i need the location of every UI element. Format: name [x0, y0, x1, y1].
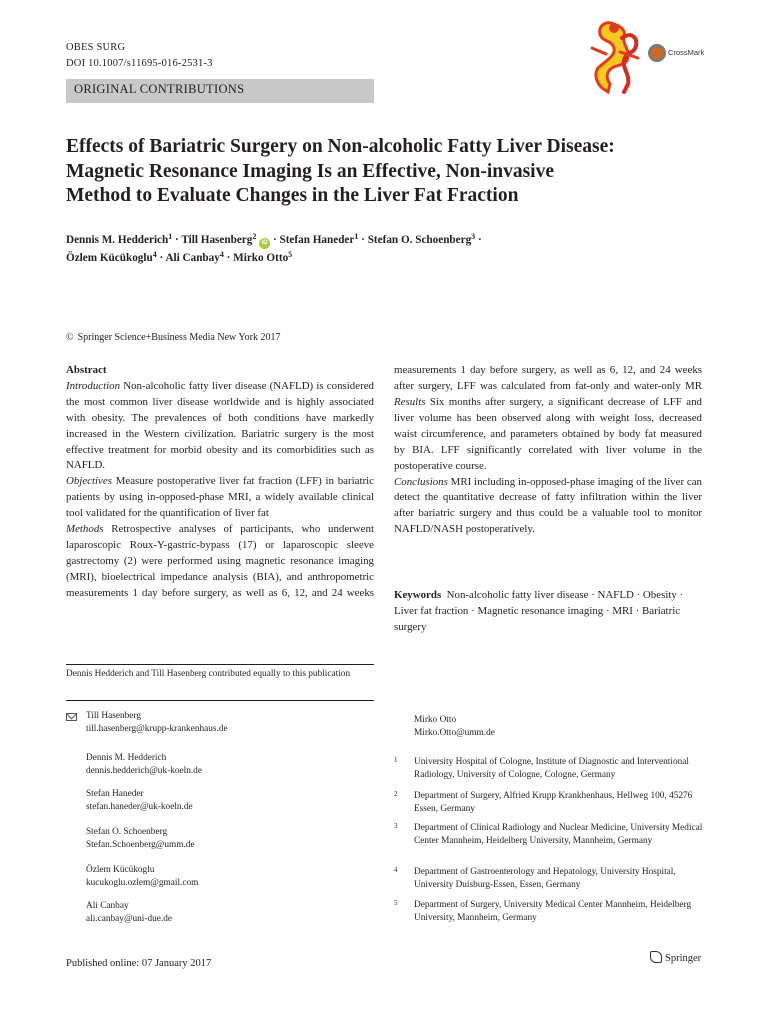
envelope-icon — [66, 713, 77, 721]
published-date: Published online: 07 January 2017 — [66, 958, 212, 969]
contact-email[interactable]: Stefan.Schoenberg@umm.de — [86, 839, 195, 850]
methods-text: measurements 1 day before surgery, as well as 6, 12, and 24 weeks after surgery, LFF was calculated from fat-only and water-only MR — [394, 363, 702, 392]
crossmark-icon — [648, 44, 666, 62]
section-label: ORIGINAL CONTRIBUTIONS — [66, 79, 374, 103]
springer-horse-icon — [650, 951, 662, 963]
author-name: Stefan O. Schoenberg — [367, 234, 472, 246]
introduction-text: Non-alcoholic fatty liver disease (NAFLD) is considered the most common liver disease worldwide and is highly associated with obesity. The prevalences of both conditions have markedly increased in the Western civilization. Bariatric surgery is the most effective treatment for morbid obesity and its comorbidities such as NAFLD. — [66, 379, 374, 472]
objectives-text: Measure postoperative liver fat fraction (LFF) in bariatric patients by using in-opposed-phase MRI, a widely available clinical tool validated for the quantification of liver fat — [66, 475, 374, 520]
affiliation-text: Department of Clinical Radiology and Nuclear Medicine, University Medical Center Mannheim, Heidelberg University, Mannheim, Germany — [414, 823, 703, 846]
title-line: Magnetic Resonance Imaging Is an Effective, Non-invasive — [66, 160, 555, 182]
orcid-icon[interactable]: iD — [259, 238, 270, 249]
contact-name: Mirko Otto — [414, 715, 457, 725]
author-affiliation-ref: 5 — [288, 250, 293, 259]
contact-email[interactable]: kucukoglu.ozlem@gmail.com — [86, 877, 199, 888]
affiliation-number: 5 — [394, 899, 398, 907]
contact-name: Özlem Kücükoglu — [86, 865, 155, 875]
methods-label: Methods — [66, 523, 104, 536]
equal-contribution-footnote: Dennis Hedderich and Till Hasenberg contributed equally to this publication — [66, 669, 351, 679]
doi-link[interactable]: DOI 10.1007/s11695-016-2531-3 — [66, 58, 213, 69]
publisher-name: Springer — [665, 953, 702, 964]
contact-email[interactable]: ali.canbay@uni-due.de — [86, 913, 173, 924]
copyright-notice — [66, 332, 280, 343]
contact-email[interactable]: till.hasenberg@krupp-krankenhaus.de — [86, 723, 228, 734]
contact-email[interactable]: dennis.hedderich@uk-koeln.de — [86, 765, 202, 776]
journal-name: OBES SURG — [66, 42, 126, 53]
author-affiliation-ref: 2 — [252, 232, 257, 241]
journal-logo-icon — [584, 18, 644, 96]
footnote-divider — [66, 664, 374, 665]
affiliation-number: 4 — [394, 866, 398, 874]
keywords — [394, 587, 702, 635]
author-name: Özlem Kücükoglu — [66, 252, 153, 264]
abstract-introduction — [66, 379, 374, 474]
author-name: Till Hasenberg — [181, 234, 253, 246]
author-affiliation-ref: 4 — [152, 250, 157, 259]
publisher-logo — [650, 951, 701, 964]
affiliation-text: University Hospital of Cologne, Institute of Diagnostic and Interventional Radiology, University of Cologne, Cologne, Germany — [414, 757, 689, 780]
author-name: Dennis M. Hedderich — [66, 234, 169, 246]
methods-continuation — [394, 363, 702, 395]
contact-entry — [86, 826, 366, 851]
contact-entry — [86, 710, 366, 735]
results-text: Six months after surgery, a significant decrease of LFF and liver volume has been observed along with weight loss, decreased waist circumference, and parameters obtained by body fat measured by BIA. LFF significantly correlated with liver volume in the postoperative course. — [394, 396, 702, 472]
crossmark-label: CrossMark — [668, 48, 705, 57]
affiliation-text: Department of Gastroenterology and Hepatology, University Hospital, University Duisburg-Essen, Essen, Germany — [414, 867, 676, 890]
copyright-icon: © — [66, 332, 74, 343]
author-name: Ali Canbay — [165, 252, 220, 264]
contact-email[interactable]: Mirko.Otto@umm.de — [414, 727, 495, 738]
copyright-text: Springer Science+Business Media New York 2017 — [77, 332, 281, 343]
affiliation-text: Department of Surgery, Alfried Krupp Krankhenhaus, Hellweg 100, 45276 Essen, Germany — [414, 791, 693, 814]
journal-header — [66, 40, 213, 72]
affiliation-number: 2 — [394, 790, 398, 798]
conclusions-text: MRI including in-opposed-phase imaging of the liver can detect the quantitative decrease of fatty infiltration within the liver after bariatric surgery and thus could be a valuable tool to monitor NAFLD/NASH postoperatively. — [394, 475, 702, 536]
contact-email[interactable]: stefan.haneder@uk-koeln.de — [86, 801, 193, 812]
abstract-heading: Abstract — [66, 364, 107, 376]
contact-name: Till Hasenberg — [86, 711, 142, 721]
contact-entry — [86, 752, 366, 777]
contact-name: Stefan O. Schoenberg — [86, 827, 168, 837]
footnote-divider — [66, 700, 374, 701]
contact-entry — [86, 900, 366, 925]
contact-entry — [86, 788, 366, 813]
keywords-label: Keywords — [394, 589, 442, 601]
contact-name: Ali Canbay — [86, 901, 129, 911]
contact-entry — [86, 864, 366, 889]
author-name: Mirko Otto — [233, 252, 289, 264]
author-list: Dennis M. Hedderich$^1$ · Till Hasenberg$^2$ iD · Stefan Haneder$^1$ · Stefan O. Schoenberg$^3$ · Özlem Kücükoglu$^4$ · Ali Canbay$^4$ · Mirko Otto$^5$ — [66, 232, 482, 264]
author-name: Stefan Haneder — [279, 234, 355, 246]
article-title — [66, 135, 706, 209]
author-affiliation-ref: 4 — [219, 250, 224, 259]
author-affiliation-ref: 3 — [471, 232, 476, 241]
results-label: Results — [394, 396, 426, 408]
affiliation-number: 1 — [394, 756, 398, 764]
contact-entry — [414, 714, 495, 739]
title-line: Method to Evaluate Changes in the Liver Fat Fraction — [66, 185, 519, 206]
conclusions-label: Conclusions — [394, 475, 448, 488]
abstract-right-column — [394, 363, 702, 538]
abstract-objectives — [66, 474, 374, 522]
affiliation-number: 3 — [394, 822, 398, 830]
objectives-label: Objectives — [66, 475, 112, 488]
abstract-methods — [66, 522, 374, 602]
abstract-results — [394, 395, 702, 475]
affiliation-text: Department of Surgery, University Medical Center Mannheim, Heidelberg University, Mannheim, Germany — [414, 900, 692, 923]
author-affiliation-ref: 1 — [168, 232, 173, 241]
contact-name: Dennis M. Hedderich — [86, 753, 167, 763]
author-affiliation-ref: 1 — [354, 232, 359, 241]
keywords-text: Non-alcoholic fatty liver disease · NAFLD · Obesity · Liver fat fraction · Magnetic resonance imaging · MRI · Bariatric surgery — [394, 589, 684, 633]
contact-name: Stefan Haneder — [86, 789, 144, 799]
introduction-label: Introduction — [66, 379, 121, 392]
crossmark-badge[interactable] — [648, 42, 708, 64]
abstract-left-column — [66, 363, 374, 602]
methods-text: Retrospective analyses of participants, who underwent laparoscopic Roux-Y-gastric-bypass (17) or laparoscopic sleeve gastrectomy (2) were performed using magnetic resonance imaging (MRI), bioelectrical impedance analysis (BIA), and anthropometric measurements 1 day before surgery, as well as 6, 12, and 24 weeks — [66, 523, 374, 599]
abstract-conclusions — [394, 475, 702, 539]
title-line: Effects of Bariatric Surgery on Non-alcoholic Fatty Liver Disease: — [66, 136, 615, 157]
